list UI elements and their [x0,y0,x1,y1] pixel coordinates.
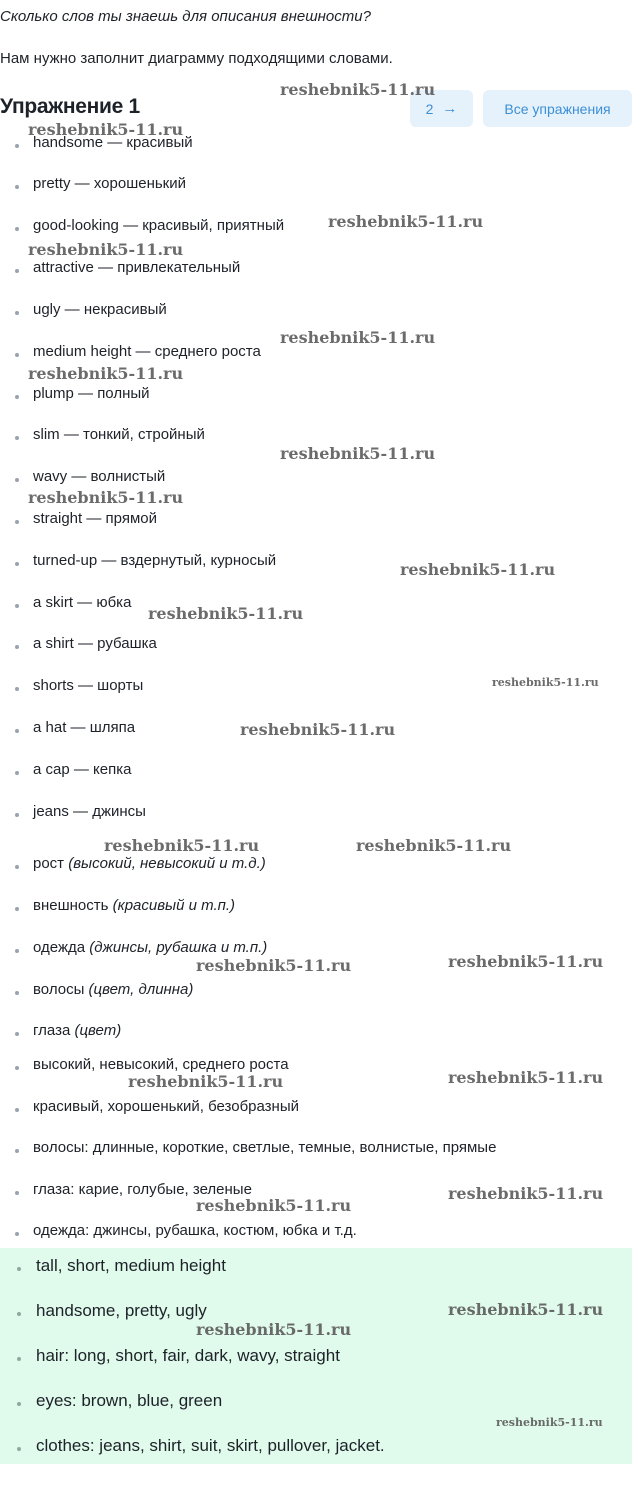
watermark: reshebnik5-11.ru [240,720,396,739]
watermark: reshebnik5-11.ru [280,80,436,99]
watermark: reshebnik5-11.ru [196,1320,352,1339]
bullet-icon [15,395,19,399]
bullet-icon [15,687,19,691]
watermark: reshebnik5-11.ru [448,1300,604,1319]
watermark: reshebnik5-11.ru [196,1196,352,1215]
bullet-icon [15,520,19,524]
bullet-icon [15,353,19,357]
all-exercises-button[interactable] [483,90,632,127]
bullet-icon [15,991,19,995]
bullet-icon [15,1032,19,1036]
watermark: reshebnik5-11.ru [104,836,260,855]
watermark: reshebnik5-11.ru [356,836,512,855]
watermark: reshebnik5-11.ru [448,952,604,971]
exercise-title: Упражнение 1 [0,95,140,118]
next-exercise-label: 2 [425,100,434,117]
bullet-icon [15,771,19,775]
bullet-icon [17,1402,21,1406]
watermark: reshebnik5-11.ru [28,364,184,383]
watermark: reshebnik5-11.ru [448,1184,604,1203]
bullet-icon [15,185,19,189]
bullet-icon [15,645,19,649]
bullet-icon [17,1312,21,1316]
bullet-icon [15,478,19,482]
watermark: reshebnik5-11.ru [280,444,436,463]
bullet-icon [15,729,19,733]
bullet-icon [15,1108,19,1112]
bullet-icon [15,949,19,953]
watermark: reshebnik5-11.ru [496,1416,603,1429]
watermark: reshebnik5-11.ru [196,956,352,975]
bullet-icon [15,1191,19,1195]
watermark: reshebnik5-11.ru [128,1072,284,1091]
watermark: reshebnik5-11.ru [328,212,484,231]
watermark: reshebnik5-11.ru [28,240,184,259]
bullet-icon [15,813,19,817]
bullet-icon [15,269,19,273]
watermark: reshebnik5-11.ru [148,604,304,623]
watermark: reshebnik5-11.ru [28,120,184,139]
watermark: reshebnik5-11.ru [280,328,436,347]
watermark: reshebnik5-11.ru [28,488,184,507]
bullet-icon [15,1066,19,1070]
arrow-right-icon: → [442,100,458,117]
bullet-icon [15,227,19,231]
watermark: reshebnik5-11.ru [492,676,599,689]
bullet-icon [15,144,19,148]
bullet-icon [17,1267,21,1271]
bullet-icon [15,604,19,608]
bullet-icon [15,1149,19,1153]
watermark: reshebnik5-11.ru [400,560,556,579]
question-text: Сколько слов ты знаешь для описания внешности? [0,8,371,25]
bullet-icon [15,311,19,315]
bullet-icon [15,1232,19,1236]
intro-text: Нам нужно заполнит диаграмму подходящими словами. [0,50,393,67]
bullet-icon [15,562,19,566]
watermark: reshebnik5-11.ru [448,1068,604,1087]
all-exercises-label: Все упражнения [504,100,611,117]
bullet-icon [17,1447,21,1451]
bullet-icon [15,865,19,869]
bullet-icon [15,436,19,440]
bullet-icon [15,907,19,911]
bullet-icon [17,1357,21,1361]
